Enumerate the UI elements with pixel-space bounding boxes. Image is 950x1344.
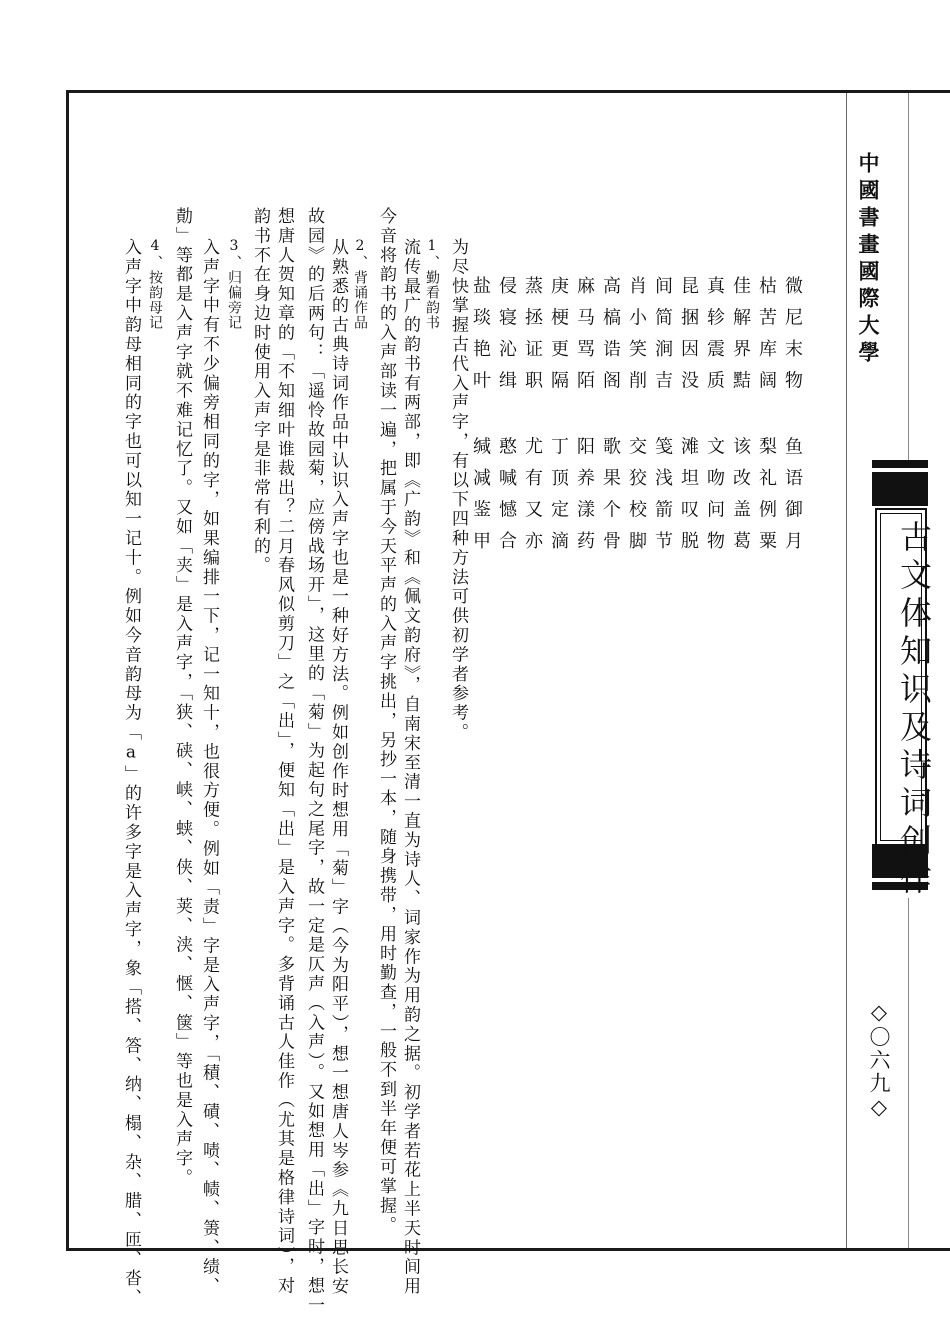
section-2-text: 想唐人贺知章的「不知细叶谁裁出？二月春风似剪刀」之「出」，便知「出」是入声字。多背诵古人佳作（尤其是格律诗词），对 <box>274 207 294 1296</box>
banner-top-bar <box>872 460 928 468</box>
word-table-row: 盐琰艳叶 缄减鉴甲 <box>470 276 491 563</box>
word-table-row: 间简涧吉 笺浅箭节 <box>652 276 673 563</box>
section-3-text: 入声字中有不少偏旁相同的字，如果编排一下，记一知十，也很方便。例如「责」字是入声字，「積、磧、啧、帻、箦、绩、 <box>199 238 219 1297</box>
word-table-row: 佳解界黠 该改盖葛 <box>730 276 751 563</box>
section-2-text: 故园》的后两句：「遥怜故园菊，应傍战场开」，这里的「菊」为起句之尾字，故一定是仄声（入声）。又如想用「出」字时，想一 <box>304 207 324 1316</box>
page-number: ◇〇六九◇ <box>867 1000 891 1121</box>
sidebar-divider <box>846 93 847 1248</box>
section-1-text: 今音将韵书的入声部读一遍，把属于今天平声的入声字挑出，另抄一本，随身携带，用时勤查，一般不到半年便可掌握。 <box>376 207 396 1236</box>
word-table-row: 枯苦库阔 梨礼例粟 <box>756 276 777 563</box>
section-3-heading: 3、归偏旁记 <box>226 238 242 330</box>
section-4-text: 入声字中韵母相同的字也可以知一记十。例如今音韵母为「a」的许多字是入声字，象「搭、答、纳、榻、杂、腊、匝、沓、 <box>121 238 141 1308</box>
sidebar-rule-upper <box>908 93 909 463</box>
section-2-text: 从熟悉的古典诗词作品中认识入声字也是一种好方法。例如创作时想用「菊」字（今为阳平），想一想唐人岑参《九日思长安 <box>328 238 348 1297</box>
word-table-row: 庚梗更隔 丁顶定滴 <box>548 276 569 563</box>
word-table-row: 高槁诰阁 歌果个骨 <box>600 276 621 563</box>
word-table-row: 麻马骂陌 阳养漾药 <box>574 276 595 563</box>
section-3-text: 勣」等都是入声字就不难记忆了。又如「夹」是入声字，「狭、硖、峡、蛱、侠、荚、浃、惬、箧」等也是入声字。 <box>172 207 192 1188</box>
intro-paragraph: 为尽快掌握古代入声字，有以下四种方法可供初学者参考。 <box>448 238 468 743</box>
page-frame-left <box>66 90 69 1251</box>
section-1-text: 流传最广的韵书有两部，即《广韵》和《佩文韵府》，自南宋至清一直为诗人、词家作为用韵之据。初学者若花上半天时间用 <box>400 238 420 1297</box>
word-table-row: 昆捆因没 滩坦叹脱 <box>678 276 699 563</box>
word-table-row: 真轸震质 文吻问物 <box>704 276 725 563</box>
banner-top-cap <box>872 472 928 506</box>
sidebar-rule-lower <box>908 898 909 1248</box>
school-name: 中國書畫國際大學 <box>856 152 881 368</box>
section-4-heading: 4、按韵母记 <box>147 238 163 330</box>
word-table-row: 侵寝沁缉 憨喊憾合 <box>496 276 517 563</box>
page-frame-top <box>68 90 950 93</box>
section-1-heading: 1、勤看韵书 <box>424 238 440 330</box>
word-table-row: 微尼末物 鱼语御月 <box>782 276 803 563</box>
section-2-text: 韵书不在身边时使用入声字是非常有利的。 <box>250 207 270 576</box>
word-table-row: 蒸拯证职 尤有又亦 <box>522 276 543 563</box>
word-table-row: 肖小笑削 交狡校脚 <box>626 276 647 563</box>
section-2-heading: 2、背诵作品 <box>352 238 368 330</box>
book-title: 古文体知识及诗词创作 <box>895 520 933 900</box>
